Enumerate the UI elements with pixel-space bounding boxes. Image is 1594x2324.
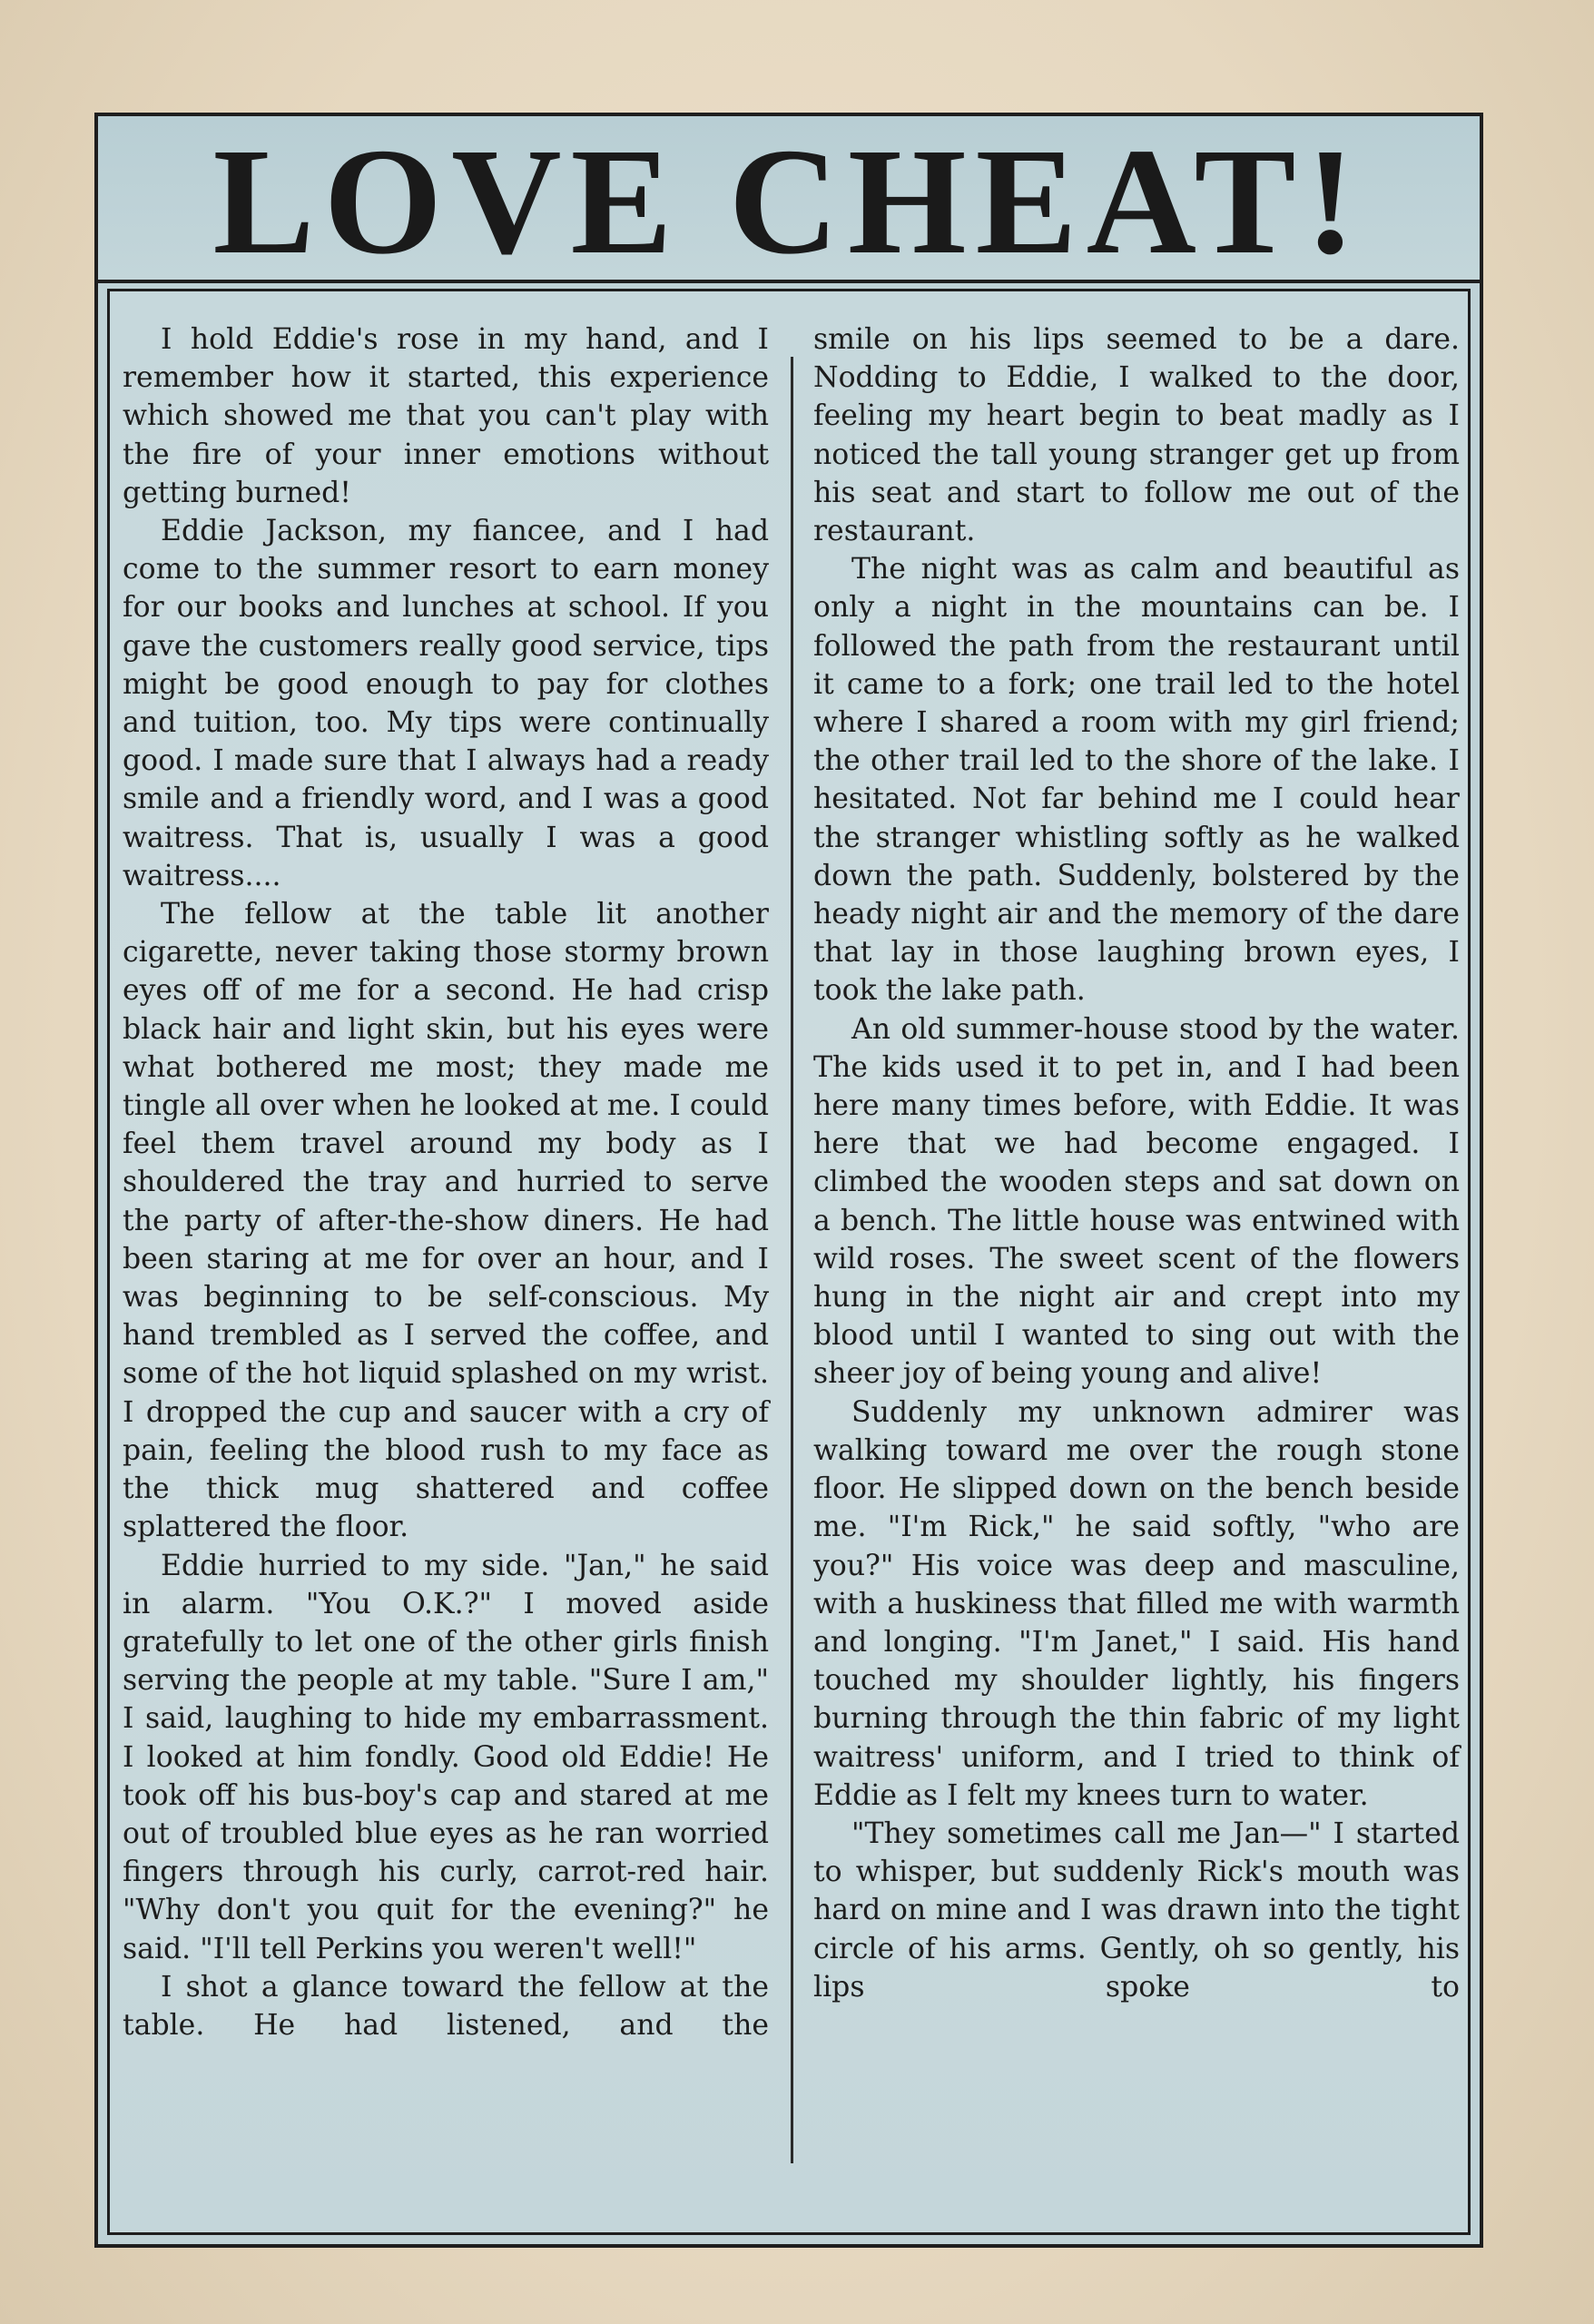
paragraph: The fellow at the table lit another cigarette, never taking those stormy brown eyes off of me for a second. He had crisp black hair and light skin, but his eyes were what bothered me most; they made me tingle all over when he looked at me. I could feel them travel around my body as I shouldered the tray and hurried to serve the party of after-the-show diners. He had been staring at me for over an hour, and I was beginning to be self-conscious. My hand trembled as I served the coffee, and some of the hot liquid splashed on my wrist. I dropped the cup and saucer with a cry of pain, feeling the blood rush to my face as the thick mug shattered and coffee splattered the floor. bbox=[123, 898, 769, 1544]
paragraph: Eddie hurried to my side. "Jan," he said in alarm. "You O.K.?" I moved aside gratefully to let one of the other girls finish serving the people at my table. "Sure I am," I said, laughing to hide my embarrassment. I looked at him fondly. Good old Eddie! He took off his bus-boy's cap and stared at me out of troubled blue eyes as he ran worried fingers through his curly, carrot-red hair. "Why don't you quit for the evening?" he said. "I'll tell Perkins you weren't well!" bbox=[123, 1549, 769, 1965]
story-body bbox=[107, 289, 1471, 2235]
paragraph: I hold Eddie's rose in my hand, and I remember how it started, this experience which showed me that you can't play with the fire of your inner emotions without getting burned! bbox=[123, 323, 769, 509]
left-column bbox=[123, 320, 769, 2044]
column-divider bbox=[791, 357, 793, 2163]
paragraph: Suddenly my unknown admirer was walking toward me over the rough stone floor. He slipped down on the bench beside me. "I'm Rick," he said softly, "who are you?" His voice was deep and masculine, with a huskiness that filled me with warmth and longing. "I'm Janet," I said. His hand touched my shoulder lightly, his fingers burning through the thin fabric of my light waitress' uniform, and I tried to think of Eddie as I felt my knees turn to water. bbox=[813, 1395, 1460, 1812]
paragraph: Eddie Jackson, my fiancee, and I had come to the summer resort to earn money for our books and lunches at school. If you gave the customers really good service, tips might be good enough to pay for clothes and tuition, too. My tips were continually good. I made sure that I always had a ready smile and a friendly word, and I was a good waitress. That is, usually I was a good waitress.... bbox=[123, 515, 769, 892]
paragraph: An old summer-house stood by the water. The kids used it to pet in, and I had been here many times before, with Eddie. It was here that we had become engaged. I climbed the wooden steps and sat down on a bench. The little house was entwined with wild roses. The sweet scent of the flowers hung in the night air and crept into my blood until I wanted to sing out with the sheer joy of being young and alive! bbox=[813, 1012, 1460, 1391]
paragraph: I shot a glance toward the fellow at the table. He had listened, and the bbox=[123, 1970, 769, 2042]
paragraph: smile on his lips seemed to be a dare. Nodding to Eddie, I walked to the door, feeling my heart begin to beat madly as I noticed the tall young stranger get up from his seat and start to follow me out of the restaurant. bbox=[813, 323, 1460, 548]
paragraph: The night was as calm and beautiful as only a night in the mountains can be. I followed the path from the restaurant until it came to a fork; one trail led to the hotel where I shared a room with my girl friend; the other trail led to the shore of the lake. I hesitated. Not far behind me I could hear the stranger whistling softly as he walked down the path. Suddenly, bolstered by the heady night air and the memory of the dare that lay in those laughing brown eyes, I took the lake path. bbox=[813, 553, 1460, 1008]
story-title: LOVE CHEAT! bbox=[212, 117, 1365, 286]
title-panel bbox=[98, 116, 1480, 286]
paragraph: "They sometimes call me Jan—" I started to whisper, but suddenly Rick's mouth was hard on mine and I was drawn into the tight circle of his arms. Gently, oh so gently, his lips spoke to bbox=[813, 1817, 1460, 2004]
right-column bbox=[813, 320, 1460, 2006]
story-frame bbox=[94, 113, 1483, 2248]
